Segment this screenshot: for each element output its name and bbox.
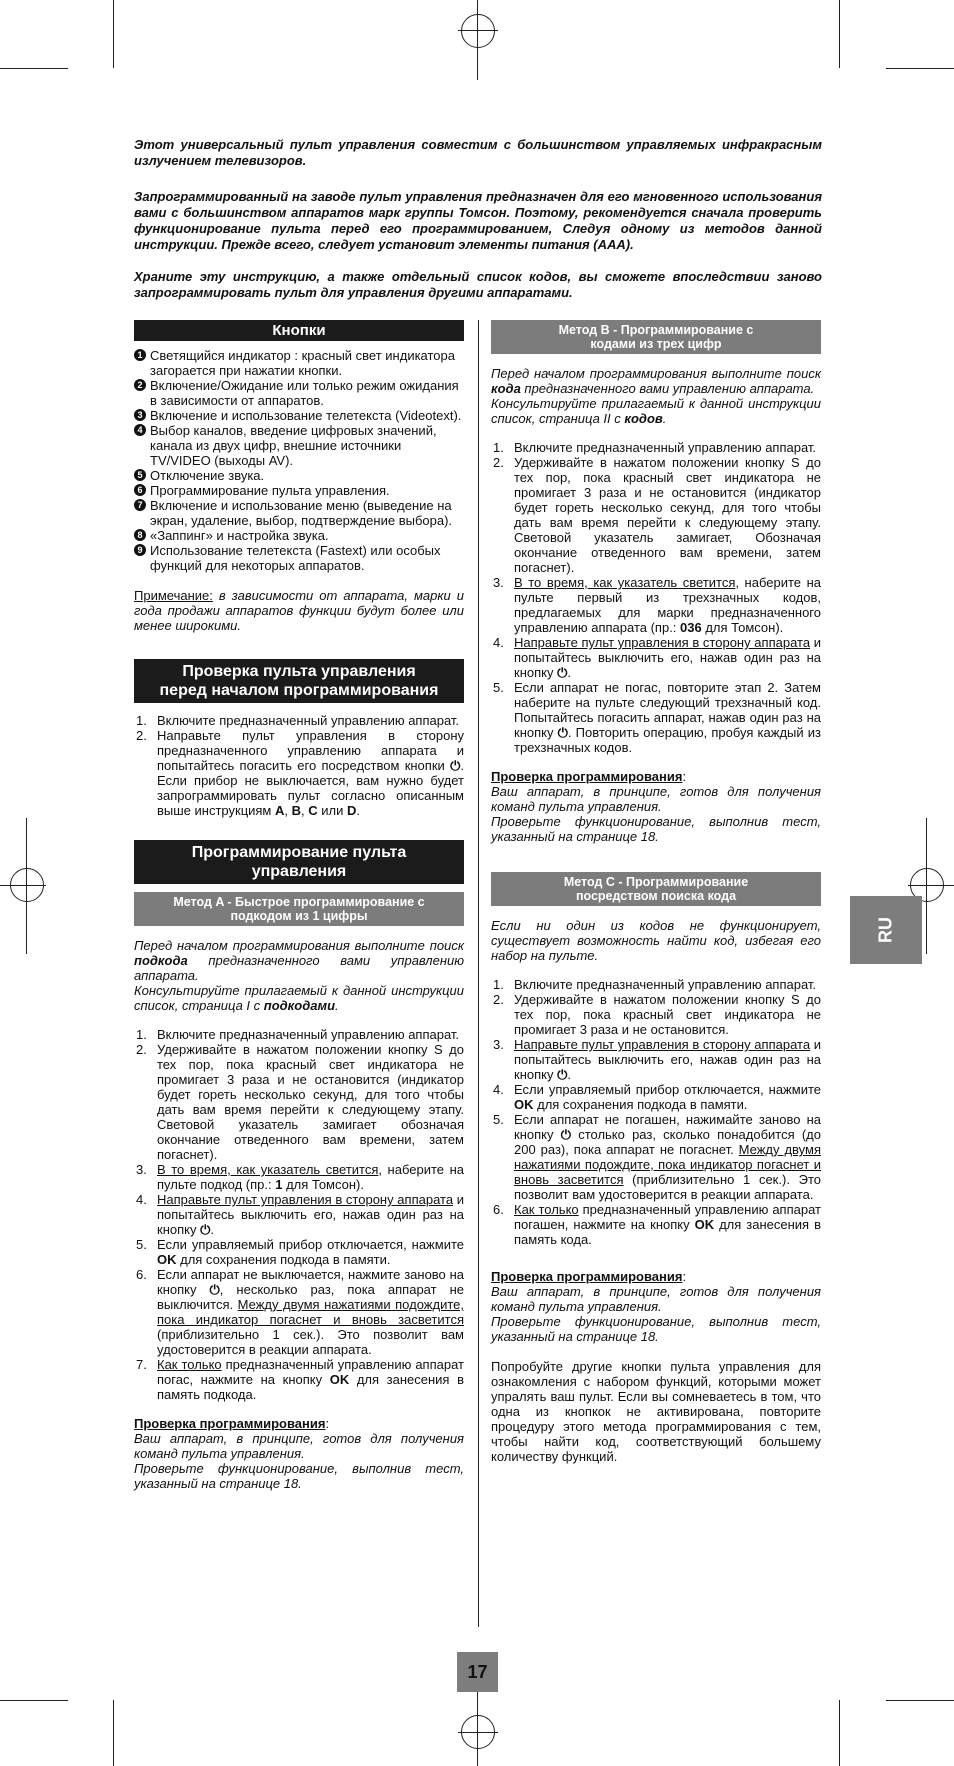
- crop-mark: [113, 0, 114, 68]
- list-item: 5 Отключение звука.: [134, 468, 464, 483]
- list-item: 3 Включение и использование телетекста (Videotext).: [134, 408, 464, 423]
- power-icon: ⏻: [560, 1127, 571, 1142]
- crop-mark: [113, 1700, 114, 1766]
- method-c-check: Проверка программирования: Ваш аппарат, в принципе, готов для получения команд пульта управления. Проверьте функционирование, выполнив тест, указанный на странице 18.: [491, 1269, 821, 1344]
- list-item: 6. Если аппарат не выключается, нажмите заново на кнопку ⏻, несколько раз, пока аппарат не выключится. Между двумя нажатиями подождите, пока индикатор погаснет и вновь засветится (приблизительно 1 сек.). Это позволит вам удостоверится в реакции аппарата.: [136, 1267, 464, 1357]
- buttons-header: Кнопки: [134, 320, 464, 341]
- list-item: 2 Включение/Ожидание или только режим ожидания в зависимости от аппаратов.: [134, 378, 464, 408]
- language-tab: RU: [850, 896, 922, 964]
- registration-mark: [461, 1715, 495, 1749]
- power-icon: ⏻: [200, 1222, 211, 1237]
- method-a-check: Проверка программирования: Ваш аппарат, в принципе, готов для получения команд пульта управления. Проверьте функционирование, выполнив тест, указанный на странице 18.: [134, 1416, 464, 1491]
- list-item: 5. Если аппарат не погашен, нажимайте заново на кнопку ⏻ столько раз, сколько понадобится (до 200 раз), пока аппарат не погаснет. Между двумя нажатиями подождите, пока индикатор погаснет и вновь засветится (приблизительно 1 сек.). Это позволит вам удостоверится в реакции аппарата.: [493, 1112, 821, 1202]
- crop-mark: [839, 0, 840, 68]
- column-divider: [478, 320, 479, 1627]
- method-b-check: Проверка программирования: Ваш аппарат, в принципе, готов для получения команд пульта управления. Проверьте функционирование, выполнив тест, указанный на странице 18.: [491, 769, 821, 844]
- list-item: 1. Включите предназначенный управлению аппарат.: [493, 977, 817, 992]
- right-column: [491, 320, 821, 1464]
- page-number: 17: [457, 1652, 498, 1692]
- list-item: 1 Светящийся индикатор : красный свет индикатора загорается при нажатии кнопки.: [134, 348, 464, 378]
- check-steps: [134, 713, 464, 818]
- list-item: 7. Как только предназначенный управлению аппарат погас, нажмите на кнопку OK для занесения в память подкода.: [136, 1357, 464, 1402]
- list-item: 5. Если управляемый прибор отключается, нажмите OK для сохранения подкода в памяти.: [136, 1237, 464, 1267]
- intro-paragraph-2: Запрограммированный на заводе пульт управления предназначен для его мгновенного использования вами с большинством аппаратов марк группы Томсон. Поэтому, рекомендуется сначала проверить функционирование пульта перед его программированием, Следуя одному из методов данной инструкции. Прежде всего, следует установит элементы питания (AAA).: [134, 189, 822, 252]
- method-a-steps: [134, 1027, 464, 1402]
- method-c-steps: [491, 977, 821, 1247]
- registration-mark: [10, 868, 44, 902]
- power-icon: ⏻: [557, 665, 568, 680]
- list-item: 6. Как только предназначенный управлению аппарат погашен, нажмите на кнопку OK для занесения в память кода.: [493, 1202, 821, 1247]
- list-item: 8 «Заппинг» и настройка звука.: [134, 528, 464, 543]
- list-item: 6 Программирование пульта управления.: [134, 483, 464, 498]
- list-item: 2. Направьте пульт управления в сторону предназначенного управлению аппарата и попытайтесь погасить его посредством кнопки ⏻. Если прибор не выключается, вам нужно будет запрограммировать пульт согласно описанным выше инструкциям A, B, C или D.: [136, 728, 464, 818]
- list-item: 9 Использование телетекста (Fastext) или особых функций для некоторых аппаратов.: [134, 543, 464, 573]
- method-c-header: Метод C - Программирование посредством поиска кода: [491, 872, 821, 906]
- list-item: 1. Включите предназначенный управлению аппарат.: [136, 1027, 460, 1042]
- list-item: 3. В то время, как указатель светится, наберите на пульте подкод (пр.: 1 для Томсон).: [136, 1162, 464, 1192]
- list-item: 4 Выбор каналов, введение цифровых значений, канала из двух цифр, внешние источники TV/VIDEO (выходы AV).: [134, 423, 464, 468]
- buttons-note: Примечание: в зависимости от аппарата, марки и года продажи аппаратов функции будут более или менее широкими.: [134, 588, 464, 633]
- list-item: 4. Направьте пульт управления в сторону аппарата и попытайтесь выключить его, нажав один раз на кнопку ⏻.: [493, 635, 821, 680]
- power-icon: ⏻: [209, 1282, 220, 1297]
- list-item: 1. Включите предназначенный управлению аппарат.: [136, 713, 460, 728]
- programming-header: Программирование пульта управления: [134, 840, 464, 884]
- list-item: 3. Направьте пульт управления в сторону аппарата и попытайтесь выключить его, нажав один раз на кнопку ⏻.: [493, 1037, 821, 1082]
- method-b-intro: Перед началом программирования выполните поиск кода предназначенного вами управлению аппарата. Консультируйте прилагаемый к данной инструкции список, страница II с кодов.: [491, 366, 821, 426]
- list-item: 2. Удерживайте в нажатом положении кнопку S до тех пор, пока красный свет индикатора не промигает 3 раза и не остановится.: [493, 992, 821, 1037]
- crop-mark: [886, 68, 954, 69]
- method-b-steps: [491, 440, 821, 755]
- buttons-list: [134, 348, 464, 573]
- list-item: 4. Направьте пульт управления в сторону аппарата и попытайтесь выключить его, нажав один раз на кнопку ⏻.: [136, 1192, 464, 1237]
- crop-mark: [886, 1700, 954, 1701]
- power-icon: ⏻: [557, 725, 568, 740]
- power-icon: ⏻: [557, 1067, 568, 1082]
- list-item: 2. Удерживайте в нажатом положении кнопку S до тех пор, пока красный свет индикатора не промигает 3 раза и не остановится (индикатор будет гореть несколько секунд, для того чтобы дать вам время перейти к следующему этапу. Световой указатель замигает, Обозначая окончание отведенного вам времени, затем погаснет).: [493, 455, 821, 575]
- method-b-header: Метод B - Программирование с кодами из трех цифр: [491, 320, 821, 354]
- crop-mark: [0, 68, 68, 69]
- list-item: 7 Включение и использование меню (выведение на экран, удаление, выбор, подтверждение выбора).: [134, 498, 464, 528]
- method-c-intro: Если ни один из кодов не функционирует, существует возможность найти код, избегая его набор на пульте.: [491, 918, 821, 963]
- list-item: 1. Включите предназначенный управлению аппарат.: [493, 440, 817, 455]
- intro-paragraph-1: Этот универсальный пульт управления совместим с большинством управляемых инфракрасным излучением телевизоров.: [134, 137, 822, 168]
- list-item: 3. В то время, как указатель светится, наберите на пульте первый из трехзначных кодов, предлагаемых для марки предназначенного управлению аппарата (пр.: 036 для Томсон).: [493, 575, 821, 635]
- method-c-outro: Попробуйте другие кнопки пульта управления для ознакомления с набором функций, которыми может упралять ваш пульт. Если вы сомневаетесь в том, что одна из кнопкок не активирована, повторите процедуру этого метода программирования с тем, чтобы найти код, соответствующий большему количеству функций.: [491, 1359, 821, 1464]
- crop-mark: [0, 1700, 68, 1701]
- power-icon: ⏻: [450, 758, 461, 773]
- method-a-header: Метод A - Быстрое программирование с подкодом из 1 цифры: [134, 892, 464, 926]
- left-column: [134, 320, 464, 1491]
- list-item: 2. Удерживайте в нажатом положении кнопку S до тех пор, пока красный свет индикатора не промигает 3 раза и не остановится (индикатор будет гореть несколько секунд, для того чтобы дать вам время перейти к следующему этапу. Световой указатель замигает обозначая окончание отведенного вам времени, затем погаснет).: [136, 1042, 464, 1162]
- crop-mark: [839, 1700, 840, 1766]
- list-item: 5. Если аппарат не погас, повторите этап 2. Затем наберите на пульте следующий трехзначный код. Попытайтесь погасить аппарат, нажав один раз на кнопку ⏻. Повторить операцию, пробуя каждый из трехзначных кодов.: [493, 680, 821, 755]
- method-a-intro: Перед началом программирования выполните поиск подкода предназначенного вами управлению аппарата. Консультируйте прилагаемый к данной инструкции список, страница I с подкодами.: [134, 938, 464, 1013]
- registration-mark: [461, 14, 495, 48]
- intro-paragraph-3: Храните эту инструкцию, а также отдельный список кодов, вы сможете впоследствии заново запрограммировать пульт для управления другими аппаратами.: [134, 269, 822, 300]
- check-header: Проверка пульта управления перед началом программирования: [134, 659, 464, 703]
- list-item: 4. Если управляемый прибор отключается, нажмите OK для сохранения подкода в памяти.: [493, 1082, 821, 1112]
